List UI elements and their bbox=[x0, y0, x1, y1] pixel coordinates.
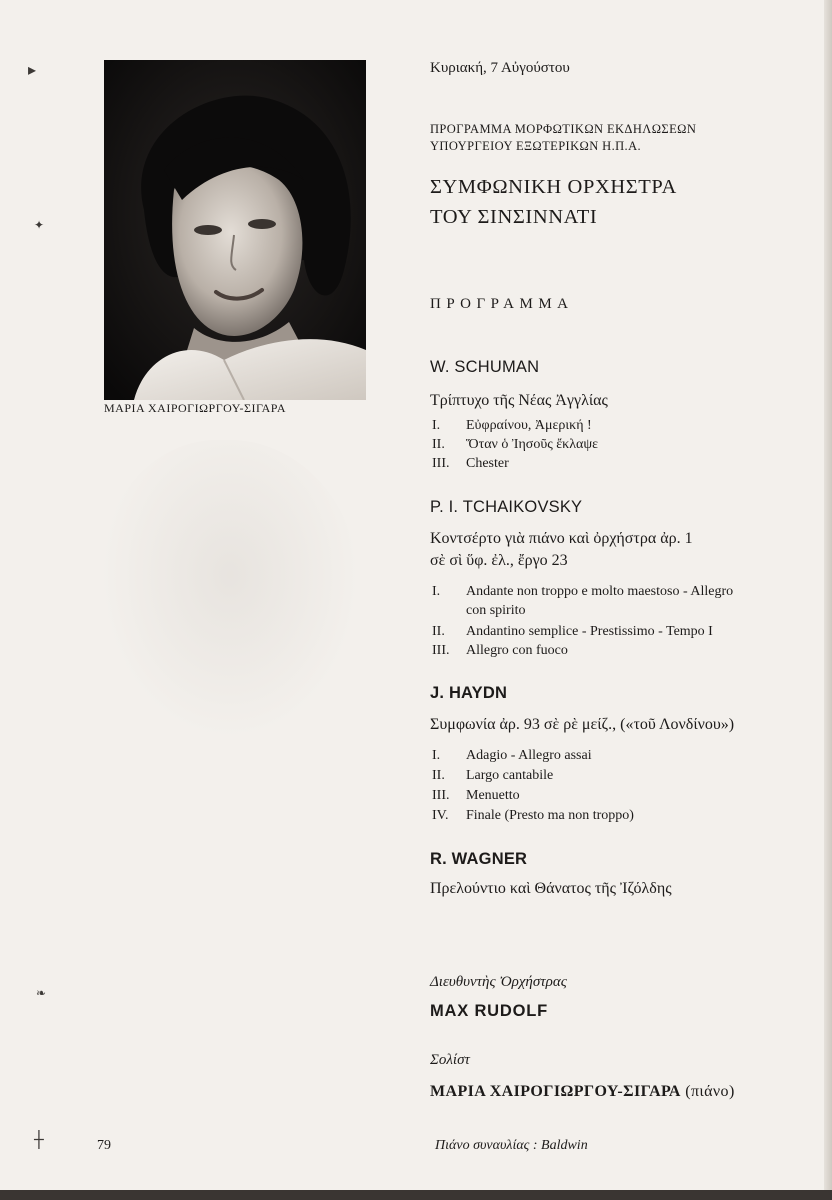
movement-item bbox=[432, 768, 553, 784]
movement-number: III. bbox=[432, 643, 450, 658]
event-date: Κυριακή, 7 Αὐγούστου bbox=[430, 60, 570, 76]
movement-item bbox=[432, 437, 598, 453]
photo-caption: ΜΑΡΙΑ ΧΑΙΡΟΓΙΩΡΓΟΥ-ΣΙΓΑΡΑ bbox=[104, 401, 287, 415]
movement-item bbox=[432, 748, 592, 764]
movement-number: I. bbox=[432, 748, 441, 763]
movement-number: II. bbox=[432, 624, 445, 639]
binding-mark: ❧ bbox=[36, 986, 47, 1000]
movement-title: Εὐφραίνου, Ἀμερική ! bbox=[466, 418, 592, 433]
work-title: Πρελούντιο καὶ Θάνατος τῆς Ἰζόλδης bbox=[430, 880, 672, 897]
work-title: Τρίπτυχο τῆς Νέας Ἀγγλίας bbox=[430, 392, 608, 409]
organizer-line: ΠΡΟΓΡΑΜΜΑ ΜΟΡΦΩΤΙΚΩΝ ΕΚΔΗΛΩΣΕΩΝ bbox=[430, 122, 697, 136]
movement-item bbox=[432, 624, 713, 640]
page-number: 79 bbox=[97, 1138, 111, 1153]
portrait-photo bbox=[104, 60, 366, 400]
work-title: Συμφωνία ἀρ. 93 σὲ ρὲ μείζ., («τοῦ Λονδίνου») bbox=[430, 716, 735, 733]
movement-item bbox=[432, 584, 733, 600]
movement-title: Menuetto bbox=[466, 788, 520, 803]
movement-title: Andantino semplice - Prestissimo - Tempo I bbox=[466, 624, 713, 639]
movement-number: III. bbox=[432, 456, 450, 471]
movement-number: II. bbox=[432, 768, 445, 783]
movement-item bbox=[432, 788, 520, 804]
movement-item bbox=[432, 418, 592, 434]
program-heading: ΠΡΟΓΡΑΜΜΑ bbox=[430, 296, 574, 312]
movement-number: IV. bbox=[432, 808, 449, 823]
show-through-shadow bbox=[100, 440, 360, 740]
movement-title: Andante non troppo e molto maestoso - Allegro bbox=[466, 584, 734, 599]
composer-name: R. WAGNER bbox=[430, 850, 528, 868]
binding-mark: ▸ bbox=[28, 60, 37, 79]
binding-mark: ✦ bbox=[34, 218, 45, 232]
piano-footnote: Πιάνο συναυλίας : Baldwin bbox=[435, 1138, 588, 1153]
composer-name: W. SCHUMAN bbox=[430, 358, 540, 376]
movement-number: I. bbox=[432, 418, 441, 433]
movement-title-continuation: con spirito bbox=[466, 603, 526, 618]
movement-number: II. bbox=[432, 437, 445, 452]
movement-item bbox=[432, 808, 634, 824]
movement-title: Largo cantabile bbox=[466, 768, 554, 783]
organizer-line: ΥΠΟΥΡΓΕΙΟΥ ΕΞΩΤΕΡΙΚΩΝ Η.Π.Α. bbox=[430, 139, 642, 153]
movement-title: Finale (Presto ma non troppo) bbox=[466, 808, 634, 823]
soloist-instrument: (πιάνο) bbox=[685, 1083, 735, 1100]
conductor-name: MAX RUDOLF bbox=[430, 1002, 548, 1020]
composer-name: P. I. TCHAIKOVSKY bbox=[430, 498, 583, 516]
conductor-label: Διευθυντὴς Ὀρχήστρας bbox=[430, 974, 567, 990]
page-edge bbox=[824, 0, 832, 1200]
composer-name: J. HAYDN bbox=[430, 684, 508, 702]
movement-title: Ὅταν ὁ Ἰησοῦς ἔκλαψε bbox=[466, 437, 598, 452]
soloist-label: Σολίστ bbox=[430, 1052, 470, 1068]
page-title: ΣΥΜΦΩΝΙΚΗ ΟΡΧΗΣΤΡΑ bbox=[430, 176, 677, 198]
movement-number: III. bbox=[432, 788, 450, 803]
movement-title: Allegro con fuoco bbox=[466, 643, 568, 658]
binding-mark: ┼ bbox=[34, 1130, 44, 1149]
page-bottom-edge bbox=[0, 1190, 832, 1200]
movement-title: Chester bbox=[466, 456, 509, 471]
soloist-name: ΜΑΡΙΑ ΧΑΙΡΟΓΙΩΡΓΟΥ-ΣΙΓΑΡΑ bbox=[430, 1083, 681, 1100]
movement-item bbox=[432, 643, 568, 659]
movement-title: Adagio - Allegro assai bbox=[466, 748, 592, 763]
movement-item bbox=[432, 456, 509, 472]
soloist-line bbox=[430, 1083, 735, 1101]
work-title: σὲ σὶ ὕφ. ἐλ., ἔργο 23 bbox=[430, 552, 568, 569]
page-title: ΤΟΥ ΣΙΝΣΙΝΝΑΤΙ bbox=[430, 206, 598, 228]
work-title: Κοντσέρτο γιὰ πιάνο καὶ ὀρχήστρα ἀρ. 1 bbox=[430, 530, 693, 547]
movement-number: I. bbox=[432, 584, 441, 599]
